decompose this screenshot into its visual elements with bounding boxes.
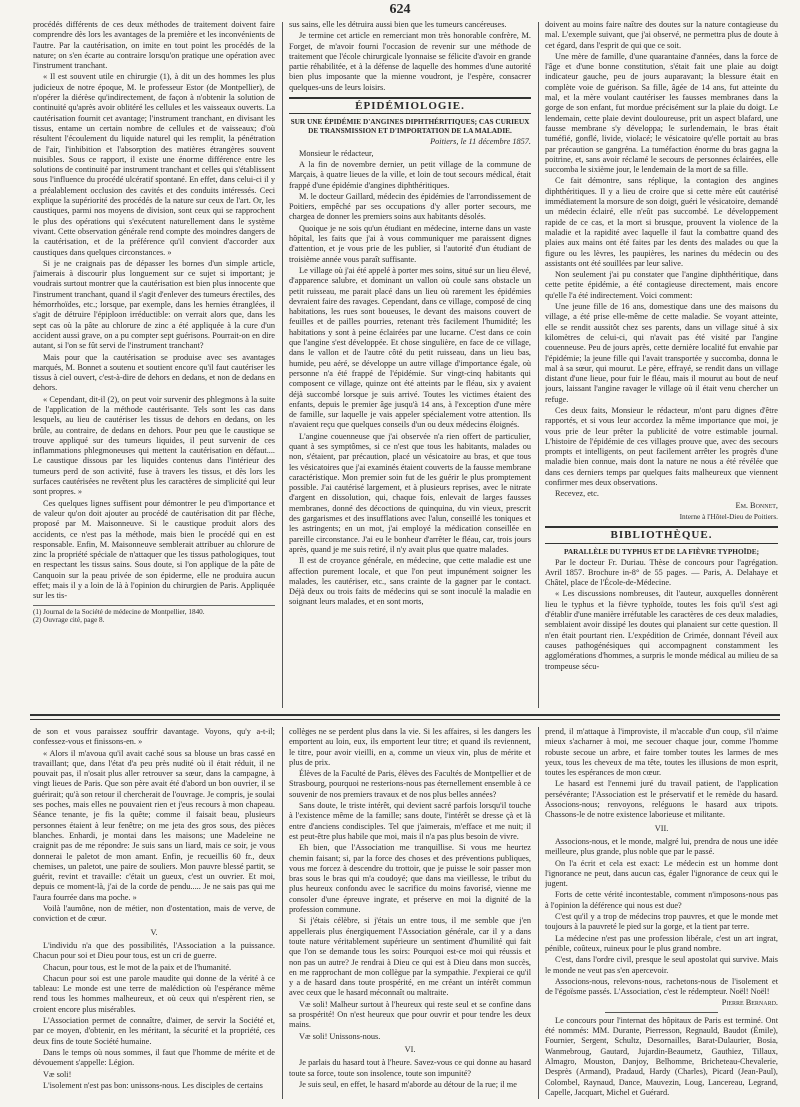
paragraph: Ce fait démontre, sans réplique, la contagion des angines diphthéritiques. Il y a lieu de croire que si cette mère eût cautérisé immédiatement la morsure de son doigt, guéri le vésicatoire, demandé un médecin éclairé, elle n'eût pas succombé. Le développement rapide de ce cas, et la mort si brusque, prouvent la violence de la maladie et la rapidité avec laquelle il faut la combattre quand des plaies aux mains ont été faites par les dents des malades ou que la figure ou les lèvres, les paupières, les narines du médecin ou des assistants ont été souillées par leur salive. [545, 176, 778, 268]
paragraph: sus sains, elle les détruira aussi bien que les tumeurs cancéreuses. [289, 20, 507, 29]
paragraph: Dans le temps où nous sommes, il faut que l'homme de mérite et de dévouement s'appelle: Légion. [33, 1047, 275, 1068]
footnote: (2) Ouvrage cité, page 8. [33, 616, 105, 625]
column-divider [538, 22, 539, 708]
article-subtitle: SUR UNE ÉPIDÉMIE D'ANGINES DIPHTHÉRITIQUES; CAS CURIEUX DE TRANSMISSION ET D'IMPORTATION DE LA MALADIE. [290, 117, 530, 136]
section-number: VI. [404, 1044, 416, 1054]
paragraph: C'est, dans l'ordre civil, presque le seul apostolat qui survive. Mais le monde ne veut pas s'en apercevoir. [545, 955, 778, 975]
paragraph: Eh bien, que l'Association me tranquillise. Si vous me heurtez chemin faisant; si, par la force des choses et des préventions publiques, vous me forcez à descendre du trottoir, que je puisse le soir passer mon bras sous le bras qui m'a coudoyé; que dans ma vieillesse, le tribut du plus heureux confondu avec le sacrifice du moins favorisé, vienne me consoler d'une épreuve ingrate, et préserve en moi la dignité de la profession commune. [289, 843, 531, 915]
paragraph: Je parlais du hasard tout à l'heure. Savez-vous ce qui donne au hasard toute sa force, toute son insolence, toute son impunité? [289, 1058, 531, 1078]
paragraph: L'individu n'a que des possibilités, l'Association a la puissance. Chacun pour soi et Dieu pour tous, est un cri de guerre. [33, 940, 275, 961]
section-number: VII. [654, 823, 669, 833]
concours-notice: Le concours pour l'internat des hôpitaux de Paris est terminé. Ont été nommés: MM. Durante, Pierresson, Regnauld, Baudot (Émile), Fournier, Sergent, Schultz, Desornailles, Barat-Dulaurier, Bosia, Wanmebroug, Gautard, Jujardin-Beaumetz, Gauthiez, Tillaux, Almagro, Mouston, Danjoy, Belhomme, Bricheteau-Chevalerie, Desprès (Armand), Pradaud, Hardy (Charles), Picard (Jean-Paul), Colombel, Raynaud, Dance, Mauvezin, Loug, Lancereau, Legrand, Capelle, Jacquart, Michel et Guérard. [545, 1015, 778, 1097]
top-column-1 [33, 20, 275, 708]
signature: Em. Bonnet, [735, 500, 778, 510]
section-divider [30, 714, 780, 716]
paragraph: Voilà l'aumône, non de métier, non d'ostentation, mais de verve, de conviction et de cœur. [33, 904, 275, 924]
paragraph: L'isolement n'est pas bon: unissons-nous. Les disciples de certains [43, 1080, 263, 1090]
bottom-column-2 [289, 727, 531, 1099]
paragraph: Mais pour que la cautérisation se produise avec ses avantages marqués, M. Bonnet a soutenu et soutient encore qu'il faut cautériser les tissus à ciel ouvert, c'est-à-dire de dehors en dedans, et non de dedans en dehors. [33, 352, 275, 393]
paragraph: Il est de croyance générale, en médecine, que cette maladie est une affection purement locale, et que l'on peut impunément soigner les malades, les cautériser, etc., sans crainte de la gagner par le contact. Déjà deux ou trois faits de médecins qui se sont inoculé la maladie en soignant leurs malades, et en sont morts, [289, 556, 531, 607]
paragraph: Associons-nous, et le monde, malgré lui, prendra de nous une idée meilleure, plus grande, plus noble que par le passé. [545, 836, 778, 857]
paragraph: Une jeune fille de 16 ans, domestique dans une des maisons du village, a été prise elle-même de cette maladie. Se voyant atteinte, elle se rendit aussitôt chez ses parents, dans un village situé à six kilomètres de celui-ci, qui n'avait pas été visité par l'angine couenneuse. Peu de jours après, cette dernière localité fut envahie par l'épidémie; la jeune fille qui l'avait transportée y succomba, donna le mal à sa sœur, qui mourut. Le père, effrayé, se rendit dans un village distant d'une lieue, pour fuir le fléau, mais il mourut au bout de neuf jours, laissant l'angine ravager le village où il était venu chercher un refuge. [545, 302, 778, 404]
paragraph: Associons-nous, relevons-nous, rachetons-nous de l'isolement et de l'égoïsme passés. L'Association, c'est le rédempteur. Noël! Noël! [545, 976, 778, 997]
signature-title: Interne à l'Hôtel-Dieu de Poitiers. [679, 511, 778, 521]
salutation: Monsieur le rédacteur, [299, 148, 374, 158]
paragraph: Væ soli! Unissons-nous. [299, 1031, 381, 1041]
page-number: 624 [389, 2, 411, 17]
paragraph: Chacun pour soi est une parole maudite qui donne de la vérité à ce tableau: Le monde est une terre de malédiction où l'espérance même rend tous les hommes malheureux, et où ceux qui n'espèrent rien, se croient encore plus misérables. [33, 973, 275, 1014]
top-column-3 [545, 20, 778, 708]
bottom-column-3 [545, 727, 778, 1099]
paragraph: « Il est souvent utile en chirurgie (1), à dit un des hommes les plus judicieux de notre époque, M. le professeur Estor (de Montpellier), de n'opérer la diérèse qu'indirectement, de façon à n'obtenir la solution de continuité qu'après avoir oblitéré les cellules et les vaisseaux ouverts. La cautérisation fournit cet avantage; l'instrument tranchant, en divisant les tissus, entame un certain nombre de cellules et de vaisseaux; d'où résultent l'écoulement du liquide naturel qui les remplit, la pénétration de l'air, l'inhibition et l'absorption des matières étrangères souvent nuisibles. Sous ce rapport, il existe une énorme différence entre les solutions de continuité par instrument tranchant et celles qui s'établissent sous l'influence du procédé ulcératif spontané. En effet, dans celui-ci il y a préalablement occlusion des cavités et des conduits intéressés. Ceci explique la supériorité des procédés de la nature sur ceux de l'art. Or, les caustiques, parmi nos moyens de division, sont ceux qui se rapprochent le plus des opérations qui s'exécutent naturellement dans le système vivant. Cette observation générale rend compte des moindres dangers de la cautérisation, et de la préférence qu'il convient d'accorder aux caustiques dans quelques circonstances. » [33, 72, 275, 257]
top-column-2 [289, 20, 531, 708]
section-divider [30, 719, 780, 720]
paragraph: Non seulement j'ai pu constater que l'angine diphthéritique, dans cette petite épidémie, a été contagieuse directement, mais encore qu'elle l'a été indirectement. Voici comment: [545, 270, 778, 300]
paragraph: L'angine couenneuse que j'ai observée n'a rien offert de particulier, quant à ses symptômes, si ce n'est que tous les habitants, malades ou non, s'étaient, par précaution, placé un vésicatoire au bras, et que tous les vésicatoires que j'ai examinés étaient couverts de la fausse membrane caractéristique. Mon premier soin fut de les guérir le plus promptement possible. J'ai cautérisé largement, et à plusieurs reprises, avec le nitrate d'argent en dissolution, qui, chaque fois, enlevait de larges fausses membranes, donné des décoctions de quinquina, du vin vieux, prescrit des gargarismes et des insufflations avec l'alun, conseillé les toniques et les astringents; en un mot, j'ai employé la médication conseillée en pareille circonstance. J'ai eu le bonheur d'arrêter le fléau, car, trois jours après, quand je me suis retiré, il n'y avait plus que quatre malades. [289, 431, 531, 554]
paragraph: A la fin de novembre dernier, un petit village de la commune de Marçais, à quatre lieues de la ville, et loin de tout secours médical, était frappé d'une épidémie d'angines diphthéritiques. [289, 159, 531, 190]
book-quote: « Les discussions nombreuses, dit l'auteur, auxquelles donnèrent lieu le typhus et la fièvre typhoïde, toutes les fois qu'il s'est agi d'établir d'une manière irréfutable les caractères de ces deux maladies, semblaient avoir dissipé les doutes qui planaient sur cette question. Il n'en était pourtant rien. L'expédition de Crimée, donnant l'éveil aux causes pathogénésiques qui accompagnent constamment les agglomérations d'hommes, a surpris le monde médical au milieu de sa trompeuse sécu- [545, 589, 778, 671]
paragraph: « Alors il m'avoua qu'il avait caché sous sa blouse un bras cassé en travaillant; que, dans l'état d'a peu près nudité où il était réduit, il ne pouvait pas, il n'osait plus aller retrouver sa sœur, dans la campagne, à vingt lieues de Paris. Que son père avait été d'abord un bon ouvrier, il se guérirait; qu'à son retour il chercherait de l'ouvrage. Je compris, je soulai ses poches, mais elles ne pouvaient rien et j'eus recours à mon chapeau. Séance tenante, je fis la quête; comme il faisait beau, plusieurs personnes étaient à leur fenêtre; on me jeta des gros sous, des pièces blanches. Enhardi, je montai dans les maisons; une Madeleine ne craignit pas de me répondre: Je suis sans un liard, mais ce soir, je vous donnerai le paletot de mon amant. Enfin, je recueillis 60 fr., deux chemises, un paletot, une paire de souliers. Mon pauvre blessé partit, se guérit, revint et travaille: c'était un gueux, c'est un ouvrier. Et moi, depuis ce moment-là, j'ai de la corde de pendu..... Je ne sais pas qui me l'aura fourrée dans ma poche. » [33, 748, 275, 902]
paragraph: Væ soli! [43, 1069, 72, 1079]
paragraph: Le village où j'ai été appelé à porter mes soins, situé sur un lieu élevé, d'apparence salubre, et dominant un vallon où coule sans obstacle un petit ruisseau, me parait placé dans un lieu où rarement les épidémies devraient faire des ravages. Cependant, dans ce village, composé de cinq habitations, les rues sont boueuses, le devant des maisons couvert de feuilles et de pailles pourries, retenant très facilement l'humidité; les habitations y sont à peine éclairées par une lucarne. C'est dans ce coin que l'angine s'est développée. Et chose singulière, en face de ce village, dans le vallon et de l'autre côté du petit ruisseau, dans un lieu bas, humide, peu aéré, se développe un autre village d'importance égale, où personne n'a été frappé de l'épidémie. Sur vingt-cinq habitants qui composent ce village, quinze ont été atteints par le fléau, six y avaient déjà succombé lorsque je suis arrivé. Toutes les victimes étaient des enfants, depuis le premier âge jusqu'à 14 ans, à l'exception d'une mère de famille, sur laquelle je vais appeler spécialement votre attention. Ils n'avaient reçu que quelques conseils d'un ou deux médecins éloignés. [289, 265, 531, 430]
paragraph: Je suis seul, en effet, le hasard m'aborde au détour de la rue; il me [299, 1079, 517, 1089]
divider [605, 1012, 718, 1013]
paragraph: Ces quelques lignes suffisent pour démontrer le peu d'importance et de valeur qu'on doit ajouter au procédé de cautérisation dit par flèche, proposé par M. Maisonneuve. Si le caustique produit alors des accidents, ce n'est pas la méthode, mais bien le procédé qui en est responsable. Enfin, M. Maisonneuve semblerait attribuer au chlorure de zinc la propriété spéciale de n'attaquer que les tissus pathologiques, tout en respectant les tissus sains. Sous doute, si l'on applique de la pâte de Canquoin sur la peau privée de son épiderme, elle ne produira aucun effet; mais il y a loin de là à l'opinion du chirurgien de Paris. Appliquée sur les tis- [33, 498, 275, 601]
paragraph: « Cependant, dit-il (2), on peut voir survenir des phlegmons à la suite de l'application de la méthode cautérisante. Tels sont les cas dans lesquels, au lieu de cautériser les tissus de dehors en dedans, on les brûle, au contraire, de dedans en dehors. Pour peu que le caustique se trouve appliqué sur des tumeurs liquides, il peut survenir de ces inflammations phlegmoneuses qui mettent la cautérisation en défaut.... Le caustique dissous par les liquides contenus dans l'intérieur des tumeurs perd de son activité, fuse à travers les tissus, et dès lors les surfaces cautérisées ne revêtent plus les caractères de simplicité qui leur sont propres. » [33, 394, 275, 497]
dateline: Poitiers, le 11 décembre 1857. [430, 137, 531, 147]
column-divider [282, 727, 283, 1099]
paragraph: Élèves de la Faculté de Paris, élèves des Facultés de Montpellier et de Strasbourg, pourquoi ne resterions-nous pas éternellement ensemble à ce souvenir de nos premiers travaux et de nos plus belles années? [289, 769, 531, 799]
column-divider [282, 22, 283, 708]
paragraph: M. le docteur Gaillard, médecin des épidémies de l'arrondissement de Poitiers, empêché par ses occupations d'y aller porter secours, me chargea de donner les premiers soins aux habitants désolés. [289, 191, 531, 222]
paragraph: collèges ne se perdent plus dans la vie. Si les affaires, si les dangers les emportent au loin, eux, ils emportent leur titre; et quand ils reviennent, le titre, pour avoir vieilli, en a, comme un vieux vin, plus de mérite et plus de prix. [289, 727, 531, 767]
paragraph: doivent au moins faire naître des doutes sur la nature contagieuse du mal. L'exemple suivant, que j'ai observé, ne permettra plus de doute à cet égard, dans l'esprit de qui que ce soit. [545, 20, 778, 50]
paragraph: de son et vous paraissez souffrir davantage. Voyons, qu'y a-t-il; confessez-vous et finissons-en. » [33, 727, 275, 747]
paragraph: Væ soli! Malheur surtout à l'heureux qui reste seul et se confine dans sa prospérité! On n'est heureux que pour ouvrir et pour tendre les deux mains. [289, 999, 531, 1030]
paragraph: procédés différents de ces deux méthodes de traitement doivent faire comprendre dès lors les avantages de la première et les inconvénients de l'autre. Par la cautérisation, on imite en tout point les procédés de la nature; on s'en écarte au contraire lorsqu'on pratique une opération avec l'instrument tranchant. [33, 20, 275, 71]
paragraph: Quoique je ne sois qu'un étudiant en médecine, interne dans un vaste hôpital, les faits que j'ai à vous communiquer me paraissent dignes d'attention, et je vous prie de les publier, si l'autorité d'un étudiant de troisième année vous paraît suffisante. [289, 223, 531, 264]
paragraph: Le hasard est l'ennemi juré du travail patient, de l'application persévérante; l'Association est le préservatif et le remède du hasard. Associons-nous; renvoyons, reléguons le hasard aux tripots. Chassons-le de notre existence laborieuse et militante. [545, 779, 778, 820]
paragraph: Si j'étais célèbre, si j'étais un entre tous, il me semble que j'en appellerais plus énergiquement l'Association générale, car il y a dans toute nature véritablement supérieure un sentiment d'humilité qui fait que l'on se demande tous les soirs: Pourquoi est-ce moi qui réussis et non pas un autre? Je rendrai à Dieu ce qui est à Dieu dans mon succès, en me rapprochant de mon collègue par la sympathie. J'expierai ce qu'il y a de hasard dans toute prospérité, en me créant un intérêt commun avec ceux que le hasard méconnaît ou maltraite. [289, 916, 531, 998]
paragraph: On l'a écrit et cela est exact: Le médecin est un homme dont l'ignorance ne peut, dans aucun cas, égaler l'ignorance de ceux qui le jugent. [545, 858, 778, 889]
paragraph: La médecine n'est pas une profession libérale, c'est un art ingrat, pénible, coûteux, ruineux pour le plus grand nombre. [545, 933, 778, 953]
column-divider [538, 727, 539, 1099]
paragraph: Forts de cette vérité incontestable, comment n'imposons-nous pas à l'opinion la déférence qui nous est due? [545, 890, 778, 910]
section-title-epidemiologie: ÉPIDÉMIOLOGIE. [289, 97, 531, 114]
section-number: V. [150, 927, 158, 937]
paragraph: Je termine cet article en remerciant mon très honorable confrère, M. Forget, de m'avoir fourni l'occasion de revenir sur une méthode de traitement que l'école chirurgicale lyonnaise se félicite d'avoir en grande partie réhabilitée, et à la défense de laquelle des hommes d'une autorité bien plus imposante que la mienne voudront, je l'espère, consacrer quelques-uns de leurs loisirs. [289, 31, 531, 92]
paragraph: Chacun, pour tous, est le mot de la paix et de l'humanité. [43, 962, 232, 972]
paragraph: Ces deux faits, Monsieur le rédacteur, m'ont paru dignes d'être rapportés, et si vous leur accordez la même importance que moi, je vous prie de leur prêter la publicité de votre estimable journal. L'histoire de l'épidémie de ces villages prouve que, avec des secours prompts et intelligents, on peut facilement arrêter les progrès d'une maladie bien connue, mais dont la nature ne nous a été révélée que dans ces derniers temps par quelques faits malheureux que viennent confirmer mes deux observations. [545, 405, 778, 488]
footnotes [33, 605, 275, 625]
paragraph: prend, il m'attaque à l'improviste, il m'accable d'un coup, s'il n'aime mieux s'acharner à moi, me secouer chaque jour, comme l'homme robuste secoue un arbre, et faire tomber toutes les larmes de mes yeux, tous les cheveux de ma tête, toutes les illusions de mon esprit, toutes les espérances de mon cœur. [545, 727, 778, 778]
section-title-bibliotheque: BIBLIOTHÈQUE. [545, 526, 778, 543]
paragraph: Si je ne craignais pas de dépasser les bornes d'un simple article, j'aimerais à discourir plus longuement sur ce sujet si important; je voudrais surtout montrer que la cautérisation est bien plus innocente que l'instrument tranchant, quand il s'agit d'enlever des tumeurs érectiles, des hémorrhoïdes, etc.; lorsque, par exemple, dans les hernies étranglées, il s'agit de détruire l'épiploon irréductible: on verrait alors que, dans les sept cas où la pâte au chlorure de zinc a été appliquée à la cure d'un accident aussi grave, on a pu compter sept guérisons. Pourrait-on en dire autant, si l'on se fût servi de l'instrument tranchant? [33, 258, 275, 351]
paragraph: Une mère de famille, d'une quarantaine d'années, dans la force de l'âge et d'une bonne constitution, s'était fait une plaie au doigt indicateur gauche, peu de jours auparavant; la blessure était en complète voie de guérison. Sa fille, âgée de 14 ans, fut atteinte du mal, et la mère voulant cautériser les fausses membranes dans la gorge de son enfant, fut mordue précisément sur la plaie du doigt. Le lendemain, cette plaie devint douloureuse, prit un aspect blafard, une fausse membrane s'y développa; le surlendemain, le bras était tuméfié, gonflé, livide, violacé; le vésicatoire qu'elle portait au bras par précaution se gangréna. La tuméfaction énorme du bras gagna la poitrine, et, sans avoir réclamé le secours de personnes éclairées, elle succomba le sixième jour, le lendemain de la mort de sa fille. [545, 51, 778, 175]
paragraph: L'Association permet de connaître, d'aimer, de servir la Société et, par ce moyen, d'obtenir, en les méritant, la sécurité et la propriété, ces deux fins de toute Société humaine. [33, 1016, 275, 1046]
paragraph: Sans doute, le triste intérêt, qui devient sacré parfois lorsqu'il touche à l'existence même de la famille; sans doute, l'intérêt se dresse çà et là entre d'anciens condisciples. Tel que j'aimerais, m'efface et me nuit; il est peut-être plus habile que moi, mais il n'a pas plus besoin de vivre. [289, 801, 531, 841]
book-reference: Par le docteur Fr. Duriau. Thèse de concours pour l'agrégation. Avril 1857. Brochure in-8° de 55 pages. — Paris, A. Delahaye et Châtel, place de l'École-de-Médecine. [545, 557, 778, 588]
book-title: PARALLÈLE DU TYPHUS ET DE LA FIÈVRE TYPHOÏDE; [563, 546, 760, 556]
bottom-column-1 [33, 727, 275, 1099]
closing: Recevez, etc. [555, 489, 599, 499]
footnote: (1) Journal de la Société de médecine de Montpellier, 1840. [33, 607, 205, 616]
paragraph: C'est qu'il y a trop de médecins trop pauvres, et que le monde met toujours à la pauvreté le pied sur la gorge, et la tient par terre. [545, 912, 778, 932]
signature: Pierre Bernard. [721, 998, 778, 1008]
